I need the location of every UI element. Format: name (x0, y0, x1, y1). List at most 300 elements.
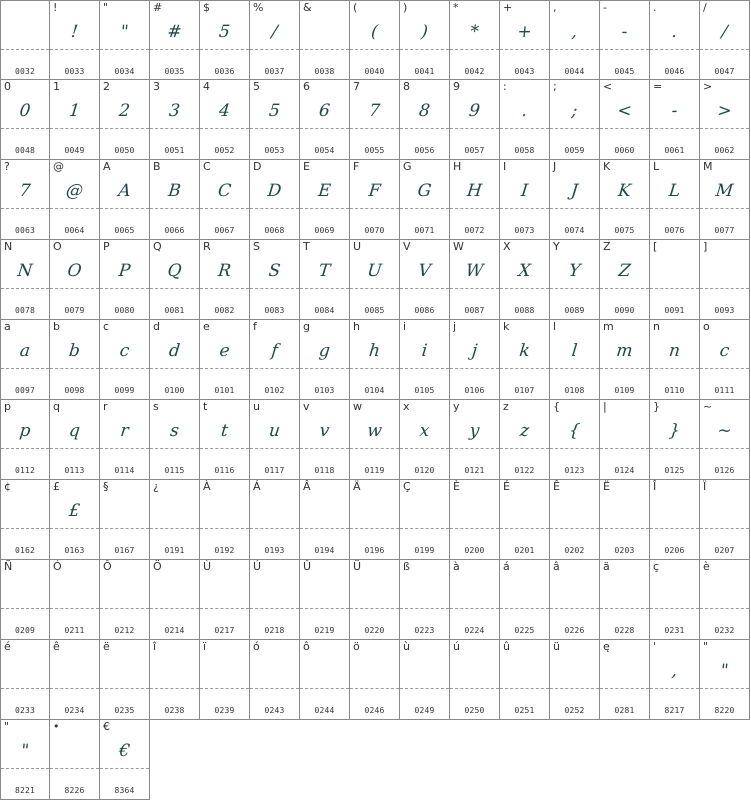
baseline-divider (350, 528, 399, 529)
glyph-cell (500, 80, 550, 160)
glyph-cell (50, 160, 100, 240)
cell-code-label: 0111 (714, 386, 735, 395)
cell-code-label: 0108 (564, 386, 585, 395)
baseline-divider (600, 448, 649, 449)
cell-code-label: 0125 (664, 466, 685, 475)
glyph-cell (650, 320, 700, 400)
glyph-cell (400, 0, 450, 80)
baseline-divider (700, 208, 749, 209)
baseline-divider (1, 128, 49, 129)
glyph-cell (150, 400, 200, 480)
cell-code-label: 0052 (214, 146, 235, 155)
cell-font-glyph: V (417, 261, 432, 281)
cell-character-label: w (353, 400, 362, 413)
cell-code-label: 0051 (164, 146, 185, 155)
cell-code-label: 0100 (164, 386, 185, 395)
cell-font-glyph: h (367, 341, 382, 361)
cell-code-label: 0047 (714, 67, 735, 76)
cell-font-glyph: " (119, 22, 130, 42)
baseline-divider (450, 208, 499, 209)
cell-font-glyph: c (118, 341, 131, 361)
cell-font-glyph: ) (420, 22, 429, 42)
cell-font-glyph: . (670, 22, 679, 42)
cell-character-label: A (103, 160, 111, 173)
cell-font-glyph: Z (617, 261, 632, 281)
cell-code-label: 0058 (514, 146, 535, 155)
cell-character-label: f (253, 320, 257, 333)
cell-font-glyph: 8 (418, 101, 431, 121)
glyph-cell (300, 0, 350, 80)
cell-code-label: 0102 (264, 386, 285, 395)
cell-code-label: 0249 (414, 706, 435, 715)
cell-code-label: 0114 (114, 466, 135, 475)
cell-code-label: 0099 (114, 386, 135, 395)
cell-font-glyph: € (118, 741, 131, 761)
baseline-divider (1, 688, 49, 689)
baseline-divider (200, 368, 249, 369)
baseline-divider (150, 49, 199, 50)
glyph-cell (350, 400, 400, 480)
cell-font-glyph: b (67, 341, 81, 361)
baseline-divider (650, 49, 699, 50)
glyph-cell (700, 240, 750, 320)
glyph-cell (250, 240, 300, 320)
cell-code-label: 0246 (364, 706, 385, 715)
baseline-divider (200, 688, 249, 689)
glyph-cell (350, 240, 400, 320)
baseline-divider (650, 288, 699, 289)
glyph-cell (350, 640, 400, 720)
glyph-cell (700, 80, 750, 160)
glyph-cell (650, 640, 700, 720)
baseline-divider (450, 448, 499, 449)
cell-code-label: 0211 (64, 626, 85, 635)
cell-character-label: ; (553, 80, 557, 93)
baseline-divider (600, 528, 649, 529)
glyph-cell (300, 160, 350, 240)
cell-character-label: ß (403, 560, 410, 573)
cell-character-label: ä (603, 560, 610, 573)
baseline-divider (650, 128, 699, 129)
baseline-divider (450, 128, 499, 129)
cell-character-label: s (153, 400, 159, 413)
cell-code-label: 0078 (14, 306, 36, 315)
cell-character-label: 6 (303, 80, 310, 93)
cell-character-label: ] (703, 240, 708, 253)
cell-character-label: T (303, 240, 310, 253)
glyph-cell (0, 160, 50, 240)
cell-font-glyph: ( (370, 22, 379, 42)
cell-code-label: 0116 (214, 466, 235, 475)
cell-character-label: Y (553, 240, 560, 253)
cell-font-glyph: U (366, 261, 383, 281)
cell-code-label: 8221 (14, 786, 36, 795)
glyph-cell (450, 400, 500, 480)
cell-code-label: 0041 (414, 67, 435, 76)
cell-font-glyph: } (668, 421, 681, 441)
cell-code-label: 0104 (364, 386, 385, 395)
baseline-divider (700, 448, 749, 449)
glyph-cell (500, 480, 550, 560)
baseline-divider (50, 208, 99, 209)
cell-character-label: k (503, 320, 510, 333)
baseline-divider (700, 688, 749, 689)
baseline-divider (1, 608, 49, 609)
cell-code-label: 0233 (14, 706, 36, 715)
cell-code-label: 0118 (314, 466, 335, 475)
cell-character-label: Ü (353, 560, 362, 573)
cell-character-label: # (153, 1, 163, 14)
glyph-cell (300, 320, 350, 400)
cell-font-glyph: # (166, 22, 183, 42)
cell-code-label: 0119 (364, 466, 385, 475)
cell-code-label: 0200 (464, 546, 485, 555)
glyph-cell (150, 560, 200, 640)
cell-character-label: Â (303, 480, 311, 493)
cell-code-label: 0066 (164, 226, 185, 235)
cell-code-label: 0040 (364, 67, 385, 76)
cell-character-label: 8 (403, 80, 410, 93)
glyph-cell (350, 0, 400, 80)
cell-code-label: 0034 (114, 67, 135, 76)
glyph-cell (100, 400, 150, 480)
cell-character-label: x (403, 400, 410, 413)
cell-code-label: 0206 (664, 546, 685, 555)
cell-character-label: ? (4, 160, 10, 173)
glyph-cell (100, 240, 150, 320)
cell-font-glyph: p (18, 421, 32, 441)
cell-character-label: Q (153, 240, 162, 253)
cell-font-glyph: g (317, 341, 331, 361)
cell-character-label: L (653, 160, 660, 173)
glyph-cell (100, 320, 150, 400)
cell-font-glyph: i (420, 341, 429, 361)
cell-character-label: £ (53, 480, 60, 493)
baseline-divider (150, 208, 199, 209)
cell-character-label: 3 (153, 80, 160, 93)
baseline-divider (250, 608, 299, 609)
cell-font-glyph: T (317, 261, 332, 281)
baseline-divider (250, 688, 299, 689)
cell-code-label: 0082 (214, 306, 235, 315)
cell-font-glyph: H (466, 181, 483, 201)
cell-font-glyph: j (470, 341, 479, 361)
baseline-divider (600, 49, 649, 50)
cell-code-label: 0057 (464, 146, 485, 155)
cell-character-label: r (103, 400, 108, 413)
cell-character-label: Á (253, 480, 261, 493)
cell-font-glyph: r (119, 421, 130, 441)
glyph-cell (550, 80, 600, 160)
cell-character-label: N (4, 240, 13, 253)
cell-code-label: 0067 (214, 226, 235, 235)
glyph-cell (0, 80, 50, 160)
cell-font-glyph: / (270, 22, 279, 42)
cell-font-glyph: f (270, 341, 279, 361)
baseline-divider (100, 49, 149, 50)
cell-character-label: ¿ (153, 480, 159, 493)
baseline-divider (300, 208, 349, 209)
glyph-cell (350, 80, 400, 160)
cell-font-glyph: A (117, 181, 132, 201)
baseline-divider (400, 49, 449, 50)
cell-font-glyph: v (318, 421, 331, 441)
glyph-cell (550, 160, 600, 240)
cell-code-label: 0120 (414, 466, 435, 475)
glyph-cell (450, 640, 500, 720)
cell-font-glyph: E (317, 181, 332, 201)
baseline-divider (150, 688, 199, 689)
baseline-divider (150, 368, 199, 369)
cell-code-label: 0069 (314, 226, 335, 235)
cell-character-label: } (653, 400, 660, 413)
cell-character-label: à (453, 560, 460, 573)
glyph-cell (700, 560, 750, 640)
glyph-cell (600, 160, 650, 240)
glyph-cell (250, 640, 300, 720)
cell-character-label: P (103, 240, 110, 253)
glyph-cell (500, 0, 550, 80)
glyph-cell (200, 240, 250, 320)
baseline-divider (650, 608, 699, 609)
glyph-cell (300, 80, 350, 160)
baseline-divider (550, 368, 599, 369)
baseline-divider (250, 368, 299, 369)
cell-character-label: À (203, 480, 211, 493)
cell-font-glyph: 9 (468, 101, 481, 121)
cell-code-label: 0087 (464, 306, 485, 315)
cell-code-label: 0115 (164, 466, 185, 475)
cell-code-label: 0075 (614, 226, 635, 235)
glyph-cell (650, 240, 700, 320)
cell-font-glyph: w (366, 421, 383, 441)
cell-code-label: 0044 (564, 67, 585, 76)
baseline-divider (700, 608, 749, 609)
cell-character-label: ê (53, 640, 60, 653)
glyph-cell (100, 80, 150, 160)
cell-code-label: 0226 (564, 626, 585, 635)
baseline-divider (100, 768, 149, 769)
cell-character-label: Ê (553, 480, 560, 493)
glyph-cell (600, 560, 650, 640)
cell-character-label: Ô (103, 560, 112, 573)
cell-font-glyph: K (617, 181, 632, 201)
cell-font-glyph: u (267, 421, 282, 441)
cell-font-glyph: B (167, 181, 182, 201)
baseline-divider (300, 128, 349, 129)
cell-character-label: m (603, 320, 614, 333)
cell-character-label: È (453, 480, 460, 493)
baseline-divider (350, 368, 399, 369)
baseline-divider (100, 528, 149, 529)
cell-code-label: 0079 (64, 306, 85, 315)
baseline-divider (150, 608, 199, 609)
baseline-divider (350, 208, 399, 209)
baseline-divider (50, 688, 99, 689)
cell-code-label: 0081 (164, 306, 185, 315)
cell-font-glyph: 7 (18, 181, 32, 201)
baseline-divider (50, 768, 99, 769)
glyph-cell (200, 560, 250, 640)
baseline-divider (150, 448, 199, 449)
baseline-divider (450, 368, 499, 369)
cell-character-label: Ö (153, 560, 162, 573)
cell-character-label: % (253, 1, 264, 14)
cell-font-glyph: . (520, 101, 529, 121)
glyph-cell (50, 320, 100, 400)
baseline-divider (200, 49, 249, 50)
cell-code-label: 0055 (364, 146, 385, 155)
glyph-cell (550, 400, 600, 480)
glyph-cell (50, 480, 100, 560)
cell-font-glyph: J (570, 181, 579, 201)
cell-character-label: J (553, 160, 557, 173)
cell-code-label: 0113 (64, 466, 85, 475)
cell-font-glyph: 1 (68, 101, 81, 121)
glyph-cell (500, 240, 550, 320)
glyph-cell (250, 80, 300, 160)
cell-font-glyph: O (66, 261, 83, 281)
baseline-divider (200, 608, 249, 609)
cell-character-label: G (403, 160, 412, 173)
cell-character-label: I (503, 160, 507, 173)
baseline-divider (150, 128, 199, 129)
baseline-divider (50, 528, 99, 529)
cell-font-glyph: " (20, 741, 30, 761)
cell-code-label: 0088 (514, 306, 535, 315)
cell-font-glyph: 4 (218, 101, 231, 121)
cell-code-label: 0251 (514, 706, 535, 715)
cell-character-label: ~ (703, 400, 713, 413)
cell-code-label: 0089 (564, 306, 585, 315)
cell-code-label: 0193 (264, 546, 285, 555)
baseline-divider (350, 608, 399, 609)
cell-character-label: e (203, 320, 210, 333)
cell-code-label: 0121 (464, 466, 485, 475)
cell-font-glyph: R (217, 261, 232, 281)
cell-font-glyph: 5 (268, 101, 281, 121)
baseline-divider (50, 448, 99, 449)
cell-character-label: Ï (703, 480, 707, 493)
baseline-divider (250, 49, 299, 50)
cell-code-label: 0036 (214, 67, 235, 76)
baseline-divider (550, 608, 599, 609)
cell-font-glyph: G (416, 181, 433, 201)
glyph-cell (0, 640, 50, 720)
baseline-divider (350, 688, 399, 689)
cell-character-label: h (353, 320, 360, 333)
cell-code-label: 0194 (314, 546, 335, 555)
cell-code-label: 0054 (314, 146, 335, 155)
baseline-divider (200, 528, 249, 529)
cell-font-glyph: z (518, 421, 531, 441)
cell-font-glyph: - (670, 101, 679, 121)
cell-font-glyph: @ (64, 181, 85, 201)
glyph-cell (300, 640, 350, 720)
glyph-cell (700, 0, 750, 80)
glyph-cell (550, 560, 600, 640)
cell-font-glyph: { (568, 421, 581, 441)
baseline-divider (150, 288, 199, 289)
cell-font-glyph: e (218, 341, 231, 361)
baseline-divider (700, 368, 749, 369)
baseline-divider (400, 128, 449, 129)
baseline-divider (350, 448, 399, 449)
baseline-divider (650, 528, 699, 529)
cell-character-label: ó (253, 640, 260, 653)
glyph-cell (350, 560, 400, 640)
glyph-cell (0, 0, 50, 80)
baseline-divider (550, 448, 599, 449)
baseline-divider (1, 288, 49, 289)
glyph-cell (200, 640, 250, 720)
cell-character-label: O (53, 240, 62, 253)
glyph-cell (200, 400, 250, 480)
cell-code-label: 0062 (714, 146, 735, 155)
glyph-cell (450, 560, 500, 640)
cell-character-label: ( (353, 1, 358, 14)
cell-code-label: 0056 (414, 146, 435, 155)
baseline-divider (100, 368, 149, 369)
glyph-cell (500, 560, 550, 640)
cell-font-glyph: l (570, 341, 579, 361)
baseline-divider (550, 208, 599, 209)
cell-character-label: i (403, 320, 407, 333)
glyph-cell (400, 80, 450, 160)
cell-code-label: 0224 (464, 626, 485, 635)
cell-character-label: : (503, 80, 507, 93)
baseline-divider (100, 208, 149, 209)
baseline-divider (600, 128, 649, 129)
cell-code-label: 0072 (464, 226, 485, 235)
baseline-divider (250, 208, 299, 209)
cell-code-label: 0050 (114, 146, 135, 155)
glyph-cell (600, 480, 650, 560)
baseline-divider (50, 608, 99, 609)
cell-character-label: â (553, 560, 560, 573)
glyph-cell (400, 560, 450, 640)
cell-character-label: @ (53, 160, 64, 173)
cell-code-label: 0218 (264, 626, 285, 635)
baseline-divider (600, 608, 649, 609)
cell-character-label: C (203, 160, 211, 173)
baseline-divider (600, 208, 649, 209)
cell-code-label: 0063 (14, 226, 36, 235)
glyph-cell (650, 0, 700, 80)
baseline-divider (550, 528, 599, 529)
baseline-divider (650, 688, 699, 689)
cell-font-glyph: I (520, 181, 529, 201)
glyph-cell (600, 320, 650, 400)
cell-font-glyph: / (720, 22, 729, 42)
cell-code-label: 0110 (664, 386, 685, 395)
cell-font-glyph: n (667, 341, 682, 361)
cell-code-label: 0217 (214, 626, 235, 635)
glyph-cell (50, 640, 100, 720)
cell-code-label: 0074 (564, 226, 585, 235)
cell-code-label: 0122 (514, 466, 535, 475)
baseline-divider (1, 368, 49, 369)
glyph-cell (550, 320, 600, 400)
cell-font-glyph: , (670, 661, 679, 681)
baseline-divider (650, 208, 699, 209)
cell-character-label: è (703, 560, 710, 573)
glyph-cell (50, 80, 100, 160)
glyph-cell (250, 560, 300, 640)
cell-code-label: 0281 (614, 706, 635, 715)
cell-code-label: 0101 (214, 386, 235, 395)
cell-code-label: 0091 (664, 306, 685, 315)
